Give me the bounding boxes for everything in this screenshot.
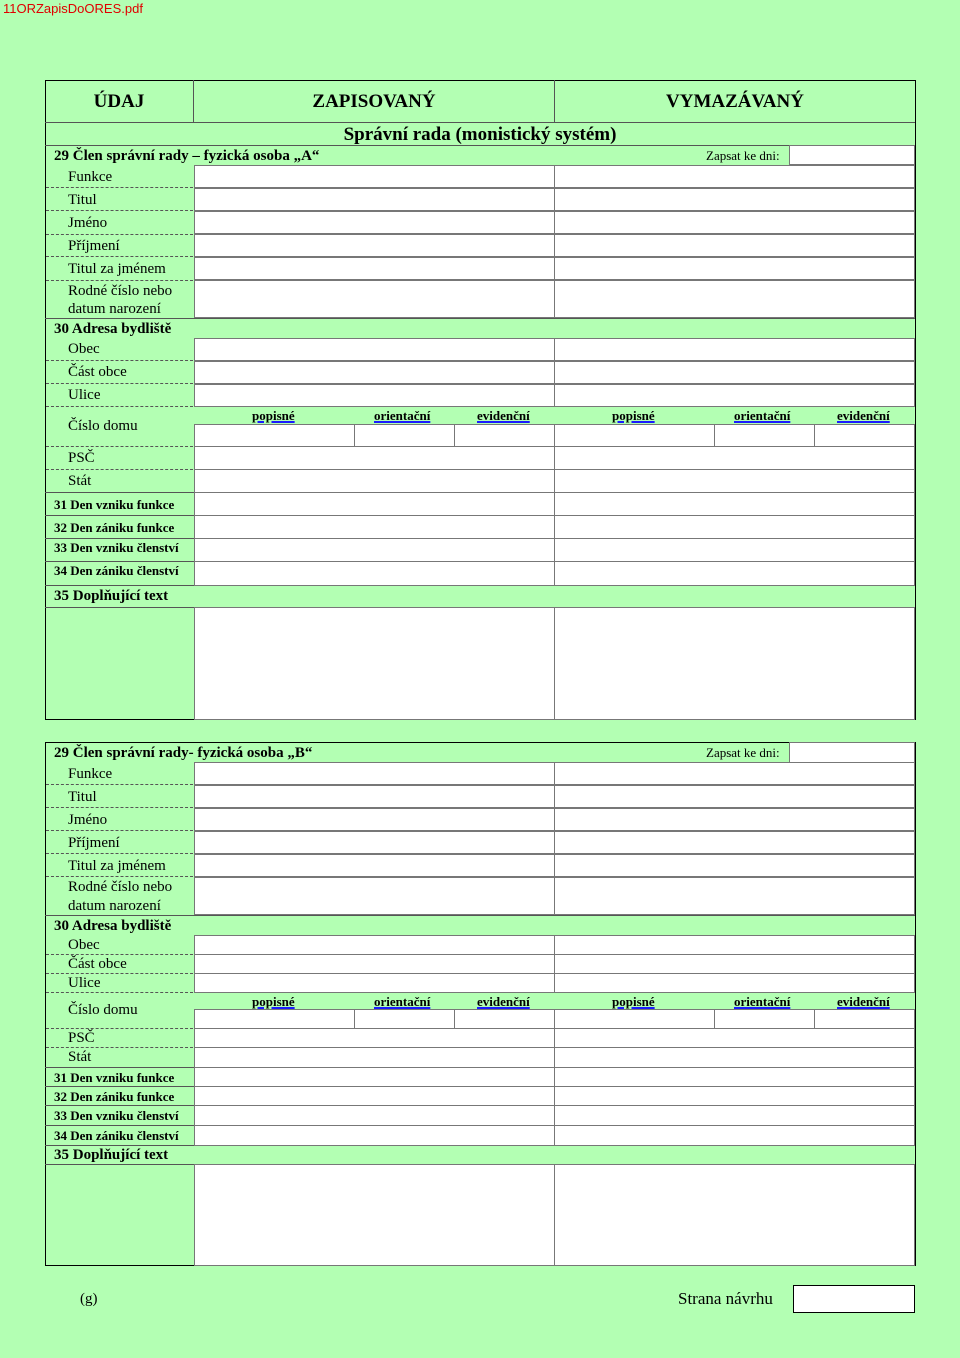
zapis-jmeno-b[interactable] bbox=[194, 808, 555, 831]
vymaz-stat-a[interactable] bbox=[554, 469, 915, 493]
label-zanik-clenstvi: 34 Den zániku členství bbox=[54, 563, 179, 578]
zapis-titul-b[interactable] bbox=[194, 785, 555, 808]
zapis-titul-a[interactable] bbox=[194, 188, 555, 211]
label-jmeno: Jméno bbox=[68, 215, 108, 231]
label-vznik-funkce: 31 Den vzniku funkce bbox=[54, 497, 175, 512]
zapis-rodne-a[interactable] bbox=[194, 280, 555, 318]
zapis-popisne-a[interactable] bbox=[194, 424, 355, 447]
vymaz-zanik-funkce-b[interactable] bbox=[554, 1086, 915, 1106]
label-titul: Titul bbox=[68, 789, 97, 805]
vymaz-zanik-funkce-a[interactable] bbox=[554, 515, 915, 539]
label-vznik-clenstvi: 33 Den vzniku členství bbox=[54, 540, 179, 555]
label-stat: Stát bbox=[68, 1049, 92, 1065]
zapis-zanik-clenstvi-b[interactable] bbox=[194, 1125, 555, 1146]
vymaz-popisne-b[interactable] bbox=[554, 1009, 715, 1029]
vymaz-prijmeni-b[interactable] bbox=[554, 831, 915, 854]
label-adresa: 30 Adresa bydliště bbox=[54, 321, 172, 337]
header-zapisovany: ZAPISOVANÝ bbox=[312, 91, 436, 112]
vymaz-rodne-a[interactable] bbox=[554, 280, 915, 318]
zapis-jmeno-a[interactable] bbox=[194, 211, 555, 234]
label-vznik-clenstvi: 33 Den vzniku členství bbox=[54, 1108, 179, 1123]
zapis-orientacni-b[interactable] bbox=[354, 1009, 455, 1029]
zapis-prijmeni-b[interactable] bbox=[194, 831, 555, 854]
evidencni-label-zapis-b: evidenční bbox=[477, 994, 530, 1009]
zapis-funkce-b[interactable] bbox=[194, 762, 555, 785]
vymaz-jmeno-a[interactable] bbox=[554, 211, 915, 234]
zapis-vznik-funkce-a[interactable] bbox=[194, 492, 555, 516]
vymaz-psc-b[interactable] bbox=[554, 1028, 915, 1048]
label-titul-za: Titul za jménem bbox=[68, 858, 166, 874]
label-vznik-funkce: 31 Den vzniku funkce bbox=[54, 1070, 175, 1085]
label-zanik-funkce: 32 Den zániku funkce bbox=[54, 1089, 175, 1104]
label-rodne-cislo: Rodné číslo nebo bbox=[68, 283, 173, 299]
label-doplnujici-text: 35 Doplňující text bbox=[54, 1147, 169, 1163]
vymaz-evidencni-b[interactable] bbox=[814, 1009, 915, 1029]
zapis-popisne-b[interactable] bbox=[194, 1009, 355, 1029]
popisne-label-zapis-a: popisné bbox=[252, 408, 295, 423]
orientacni-label-zapis-a: orientační bbox=[374, 408, 431, 423]
label-cislo-domu: Číslo domu bbox=[68, 1002, 138, 1018]
label-datum-narozeni: datum narození bbox=[68, 301, 161, 317]
vymaz-zanik-clenstvi-a[interactable] bbox=[554, 561, 915, 586]
vymaz-vznik-funkce-b[interactable] bbox=[554, 1067, 915, 1087]
zapis-doplnujici-a[interactable] bbox=[194, 607, 555, 720]
zapsat-ke-dni-a-field[interactable] bbox=[789, 145, 915, 165]
zapis-cast-obce-b[interactable] bbox=[194, 954, 555, 974]
zapis-titul-za-b[interactable] bbox=[194, 854, 555, 877]
zapis-psc-b[interactable] bbox=[194, 1028, 555, 1048]
zapis-cast-obce-a[interactable] bbox=[194, 361, 555, 384]
orientacni-label-vymaz-b: orientační bbox=[734, 994, 791, 1009]
zapis-zanik-clenstvi-a[interactable] bbox=[194, 561, 555, 586]
label-funkce: Funkce bbox=[68, 169, 113, 185]
zapis-vznik-clenstvi-b[interactable] bbox=[194, 1105, 555, 1126]
person-a-title: 29 Člen správní rady – fyzická osoba „A“ bbox=[54, 148, 320, 164]
strana-navrhu-field[interactable] bbox=[793, 1285, 915, 1313]
vymaz-titul-za-b[interactable] bbox=[554, 854, 915, 877]
vymaz-cast-obce-a[interactable] bbox=[554, 361, 915, 384]
vymaz-cast-obce-b[interactable] bbox=[554, 954, 915, 974]
vymaz-obec-a[interactable] bbox=[554, 338, 915, 361]
evidencni-label-vymaz-b: evidenční bbox=[837, 994, 890, 1009]
label-funkce: Funkce bbox=[68, 766, 113, 782]
label-cast-obce: Část obce bbox=[68, 956, 127, 972]
zapis-stat-b[interactable] bbox=[194, 1047, 555, 1068]
label-ulice: Ulice bbox=[68, 975, 101, 991]
label-datum-narozeni: datum narození bbox=[68, 898, 161, 914]
vymaz-jmeno-b[interactable] bbox=[554, 808, 915, 831]
label-prijmeni: Příjmení bbox=[68, 238, 120, 254]
label-obec: Obec bbox=[68, 341, 100, 357]
label-jmeno: Jméno bbox=[68, 812, 108, 828]
vymaz-ulice-b[interactable] bbox=[554, 973, 915, 993]
zapsat-ke-dni-b-field[interactable] bbox=[789, 742, 915, 763]
vymaz-titul-za-a[interactable] bbox=[554, 257, 915, 280]
vymaz-titul-b[interactable] bbox=[554, 785, 915, 808]
header-udaj: ÚDAJ bbox=[93, 91, 145, 112]
vymaz-doplnujici-a[interactable] bbox=[554, 607, 915, 720]
person-b-title: 29 Člen správní rady- fyzická osoba „B“ bbox=[54, 745, 313, 761]
label-psc: PSČ bbox=[68, 1030, 95, 1046]
popisne-label-vymaz-b: popisné bbox=[612, 994, 655, 1009]
section-title: Správní rada (monistický systém) bbox=[343, 124, 617, 145]
zapis-obec-b[interactable] bbox=[194, 935, 555, 955]
label-zanik-clenstvi: 34 Den zániku členství bbox=[54, 1128, 179, 1143]
zapis-vznik-clenstvi-a[interactable] bbox=[194, 538, 555, 562]
vymaz-stat-b[interactable] bbox=[554, 1047, 915, 1068]
zapis-doplnujici-b[interactable] bbox=[194, 1164, 555, 1266]
zapis-rodne-b[interactable] bbox=[194, 877, 555, 915]
zapis-evidencni-b[interactable] bbox=[454, 1009, 555, 1029]
vymaz-prijmeni-a[interactable] bbox=[554, 234, 915, 257]
footer-g-label: (g) bbox=[80, 1291, 98, 1307]
zapis-stat-a[interactable] bbox=[194, 469, 555, 493]
header-vymazavany: VYMAZÁVANÝ bbox=[666, 91, 804, 112]
vymaz-obec-b[interactable] bbox=[554, 935, 915, 955]
orientacni-label-vymaz-a: orientační bbox=[734, 408, 791, 423]
file-name: 11ORZapisDoORES.pdf bbox=[3, 1, 143, 16]
vymaz-funkce-a[interactable] bbox=[554, 165, 915, 188]
zapis-orientacni-a[interactable] bbox=[354, 424, 455, 447]
zapis-zanik-funkce-b[interactable] bbox=[194, 1086, 555, 1106]
vymaz-orientacni-a[interactable] bbox=[714, 424, 815, 447]
zapis-evidencni-a[interactable] bbox=[454, 424, 555, 447]
label-cast-obce: Část obce bbox=[68, 364, 127, 380]
label-titul: Titul bbox=[68, 192, 97, 208]
vymaz-zanik-clenstvi-b[interactable] bbox=[554, 1125, 915, 1146]
zapis-psc-a[interactable] bbox=[194, 446, 555, 470]
label-obec: Obec bbox=[68, 937, 100, 953]
zapis-funkce-a[interactable] bbox=[194, 165, 555, 188]
vymaz-vznik-funkce-a[interactable] bbox=[554, 492, 915, 516]
label-titul-za: Titul za jménem bbox=[68, 261, 166, 277]
vymaz-orientacni-b[interactable] bbox=[714, 1009, 815, 1029]
vymaz-funkce-b[interactable] bbox=[554, 762, 915, 785]
zapis-titul-za-a[interactable] bbox=[194, 257, 555, 280]
vymaz-titul-a[interactable] bbox=[554, 188, 915, 211]
label-prijmeni: Příjmení bbox=[68, 835, 120, 851]
zapis-prijmeni-a[interactable] bbox=[194, 234, 555, 257]
evidencni-label-zapis-a: evidenční bbox=[477, 408, 530, 423]
strana-navrhu-label: Strana návrhu bbox=[678, 1289, 773, 1308]
label-zanik-funkce: 32 Den zániku funkce bbox=[54, 520, 175, 535]
zapsat-ke-dni-a-label: Zapsat ke dni: bbox=[706, 148, 780, 163]
zapis-zanik-funkce-a[interactable] bbox=[194, 515, 555, 539]
label-rodne-cislo: Rodné číslo nebo bbox=[68, 879, 173, 895]
zapis-ulice-a[interactable] bbox=[194, 384, 555, 407]
evidencni-label-vymaz-a: evidenční bbox=[837, 408, 890, 423]
zapis-obec-a[interactable] bbox=[194, 338, 555, 361]
label-ulice: Ulice bbox=[68, 387, 101, 403]
vymaz-vznik-clenstvi-a[interactable] bbox=[554, 538, 915, 562]
orientacni-label-zapis-b: orientační bbox=[374, 994, 431, 1009]
label-stat: Stát bbox=[68, 473, 92, 489]
popisne-label-vymaz-a: popisné bbox=[612, 408, 655, 423]
label-doplnujici-text: 35 Doplňující text bbox=[54, 588, 169, 604]
vymaz-evidencni-a[interactable] bbox=[814, 424, 915, 447]
zapsat-ke-dni-b-label: Zapsat ke dni: bbox=[706, 745, 780, 760]
vymaz-vznik-clenstvi-b[interactable] bbox=[554, 1105, 915, 1126]
vymaz-ulice-a[interactable] bbox=[554, 384, 915, 407]
label-adresa: 30 Adresa bydliště bbox=[54, 918, 172, 934]
label-psc: PSČ bbox=[68, 450, 95, 466]
vymaz-psc-a[interactable] bbox=[554, 446, 915, 470]
zapis-vznik-funkce-b[interactable] bbox=[194, 1067, 555, 1087]
label-cislo-domu: Číslo domu bbox=[68, 418, 138, 434]
vymaz-rodne-b[interactable] bbox=[554, 877, 915, 915]
vymaz-popisne-a[interactable] bbox=[554, 424, 715, 447]
vymaz-doplnujici-b[interactable] bbox=[554, 1164, 915, 1266]
zapis-ulice-b[interactable] bbox=[194, 973, 555, 993]
popisne-label-zapis-b: popisné bbox=[252, 994, 295, 1009]
